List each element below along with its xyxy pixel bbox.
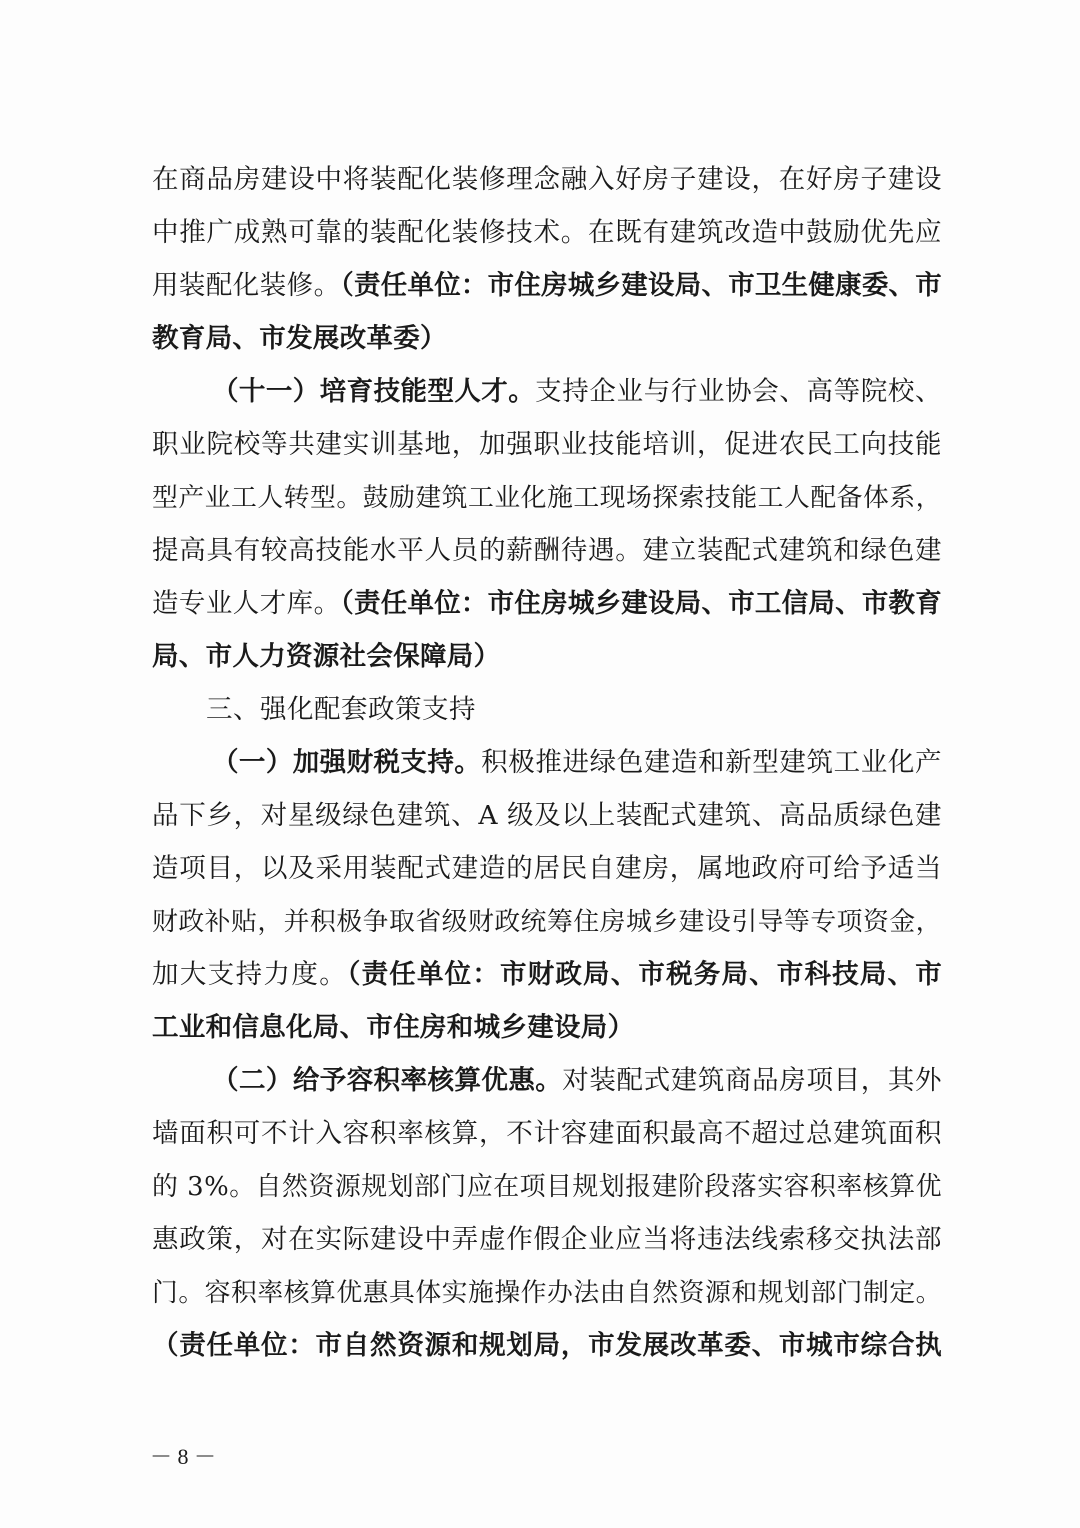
text-line: 门。容积率核算优惠具体实施操作办法由自然资源和规划部门制定。 <box>152 1278 942 1308</box>
text-line: 品下乡，对星级绿色建筑、A 级及以上装配式建筑、高品质绿色建 <box>152 800 942 831</box>
text-line: 财政补贴，并积极争取省级财政统筹住房城乡建设引导等专项资金， <box>152 907 942 937</box>
chapter-heading: 三、强化配套政策支持 <box>206 694 476 725</box>
text-line: 提高具有较高技能水平人员的薪酬待遇。建立装配式建筑和绿色建 <box>152 535 942 566</box>
text-line: 的 3%。自然资源规划部门应在项目规划报建阶段落实容积率核算优 <box>152 1172 942 1202</box>
section-heading: （十一）培育技能型人才。 <box>212 376 536 407</box>
text-line: 用装配化装修。（责任单位：市住房城乡建设局、市卫生健康委、市 <box>152 270 943 301</box>
text-line <box>152 1008 942 1048</box>
text-line: 型产业工人转型。鼓励建筑工业化施工现场探索技能工人配备体系， <box>152 483 942 513</box>
text-line <box>152 637 942 677</box>
responsible-unit: 局、市人力资源社会保障局） <box>152 641 501 672</box>
text-line <box>152 319 942 359</box>
section-heading: （二）给予容积率核算优惠。 <box>212 1065 563 1096</box>
text-line <box>152 1326 942 1366</box>
text-line: 墙面积可不计入容积率核算，不计容建面积最高不超过总建筑面积 <box>152 1118 942 1149</box>
responsible-unit: （责任单位：市财政局、市税务局、市科技局、市 <box>347 959 943 990</box>
section-heading: （一）加强财税支持。 <box>212 747 482 778</box>
text-line: 造专业人才库。（责任单位：市住房城乡建设局、市工信局、市教育 <box>152 588 943 619</box>
text-line: 在商品房建设中将装配化装修理念融入好房子建设，在好房子建设 <box>152 164 942 195</box>
text-line: 造项目，以及采用装配式建造的居民自建房，属地政府可给予适当 <box>152 853 942 884</box>
responsible-unit: （责任单位：市住房城乡建设局、市卫生健康委、市 <box>340 270 943 301</box>
responsible-unit: （责任单位：市自然资源和规划局，市发展改革委、市城市综合执 <box>152 1330 942 1361</box>
text-line: 中推广成熟可靠的装配化装修技术。在既有建筑改造中鼓励优先应 <box>152 217 942 248</box>
section-heading-line: （一）加强财税支持。积极推进绿色建造和新型建筑工业化产 <box>212 747 943 778</box>
responsible-unit: 教育局、市发展改革委） <box>152 323 447 354</box>
section-heading-line: （十一）培育技能型人才。支持企业与行业协会、高等院校、 <box>212 376 942 407</box>
page-number: － 8 － <box>150 1444 217 1469</box>
text-line: 职业院校等共建实训基地，加强职业技能培训，促进农民工向技能 <box>152 429 942 460</box>
text-line: 加大支持力度。（责任单位：市财政局、市税务局、市科技局、市 <box>152 959 943 990</box>
section-heading-line: （二）给予容积率核算优惠。对装配式建筑商品房项目，其外 <box>212 1065 942 1096</box>
responsible-unit: （责任单位：市住房城乡建设局、市工信局、市教育 <box>340 588 943 619</box>
text-line: 惠政策，对在实际建设中弄虚作假企业应当将违法线索移交执法部 <box>152 1224 942 1255</box>
responsible-unit: 工业和信息化局、市住房和城乡建设局） <box>152 1012 635 1043</box>
